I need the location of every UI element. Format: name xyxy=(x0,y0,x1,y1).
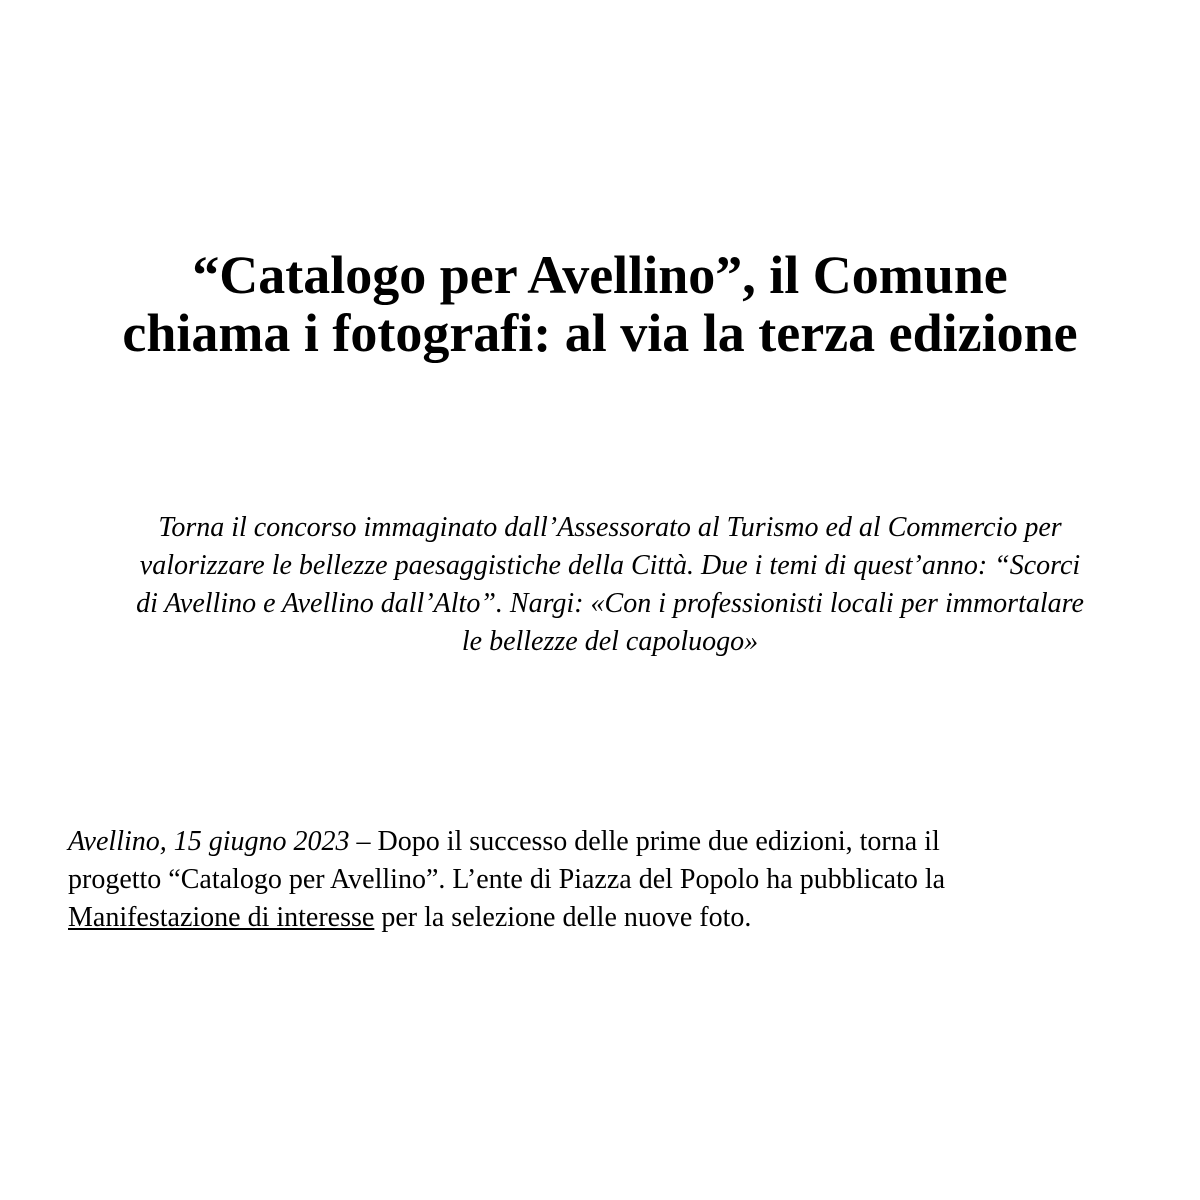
subtitle-line-4: le bellezze del capoluogo» xyxy=(461,626,759,657)
manifestazione-interesse-link[interactable]: Manifestazione di interesse xyxy=(68,902,375,933)
body-line-3: per la selezione delle nuove foto. xyxy=(374,902,752,933)
subtitle-line-3: di Avellino e Avellino dall’Alto”. Nargi: «Con i professionisti locali per immortalare xyxy=(136,588,1084,619)
article-title xyxy=(40,246,1160,362)
article-body-paragraph xyxy=(68,823,1148,937)
article-title-line-2: chiama i fotografi: al via la terza edizione xyxy=(122,303,1078,363)
article-subtitle xyxy=(60,509,1160,661)
subtitle-line-2: valorizzare le bellezze paesaggistiche della Città. Due i temi di quest’anno: “Scorci xyxy=(139,550,1081,581)
body-line-1: – Dopo il successo delle prime due edizioni, torna il xyxy=(349,826,940,857)
subtitle-line-1: Torna il concorso immaginato dall’Assessorato al Turismo ed al Commercio per xyxy=(158,512,1062,543)
dateline: Avellino, 15 giugno 2023 xyxy=(68,826,350,857)
body-line-2: progetto “Catalogo per Avellino”. L’ente di Piazza del Popolo ha pubblicato la xyxy=(68,864,946,895)
article-title-line-1: “Catalogo per Avellino”, il Comune xyxy=(192,245,1008,305)
